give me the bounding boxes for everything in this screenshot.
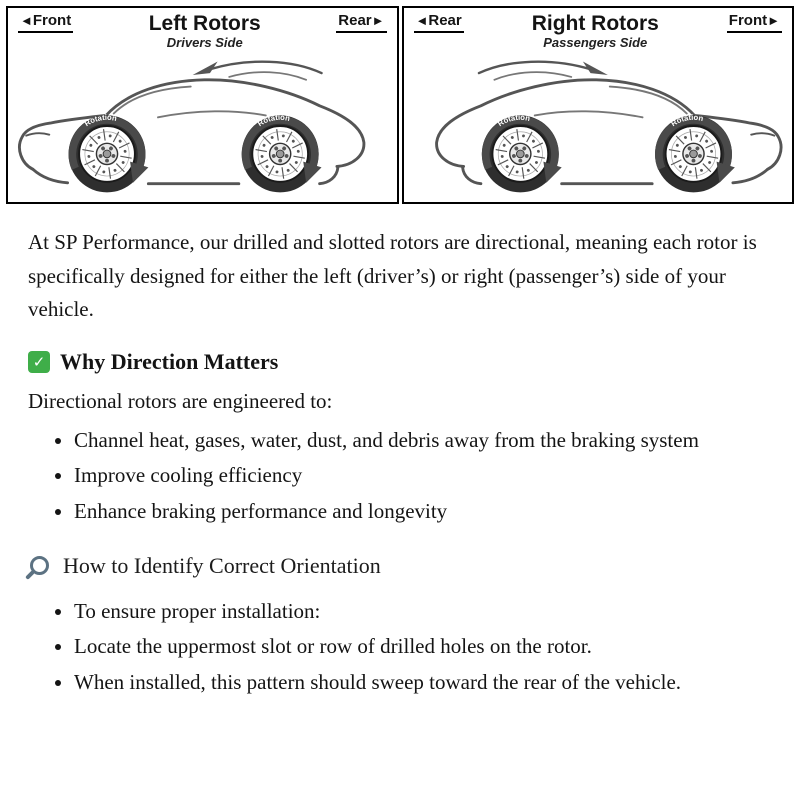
section-heading-identify-orientation: [28, 553, 772, 579]
list-item: • Channel heat, gases, water, dust, and debris away from the braking system: [74, 424, 772, 458]
rear-label-text: Rear: [338, 12, 372, 29]
orientation-steps-list: [28, 595, 772, 700]
right-panel-title: Right Rotors: [531, 12, 659, 35]
front-direction-label: [727, 13, 782, 33]
list-item: • Locate the uppermost slot or row of drilled holes on the rotor.: [74, 630, 772, 664]
right-panel-header: [404, 8, 793, 50]
left-arrow-icon: ◄: [415, 13, 429, 28]
magnifier-icon: [30, 556, 49, 575]
section2-title-text: How to Identify Correct Orientation: [63, 552, 381, 578]
left-panel-subtitle: Drivers Side: [166, 35, 243, 51]
left-car-illustration: [8, 50, 397, 202]
right-arrow-icon: ►: [767, 13, 780, 28]
left-rotors-panel: [6, 6, 399, 204]
front-label-text: Front: [32, 12, 72, 29]
intro-paragraph: At SP Performance, our drilled and slotted rotors are directional, meaning each rotor is specifically designed for either the left (driver’s) or right (passenger’s) side of your vehicle.: [28, 230, 757, 322]
direction-benefits-list: [28, 424, 772, 529]
list-item: • Improve cooling efficiency: [74, 459, 772, 493]
section1-lead: Directional rotors are engineered to:: [28, 388, 333, 413]
check-icon: ✓: [28, 351, 50, 373]
article-content: [6, 204, 794, 699]
right-panel-subtitle: Passengers Side: [543, 35, 648, 51]
section1-title-text: Why Direction Matters: [60, 348, 279, 374]
left-panel-title: Left Rotors: [148, 12, 261, 35]
rear-label-text: Rear: [428, 12, 462, 29]
rotor-direction-diagram: [6, 6, 794, 204]
list-item: • When installed, this pattern should sweep toward the rear of the vehicle.: [74, 666, 772, 700]
right-car-illustration: [404, 50, 793, 202]
list-item: • Enhance braking performance and longevity: [74, 495, 772, 529]
front-direction-label: [18, 13, 73, 33]
rear-direction-label: [336, 13, 386, 33]
right-arrow-icon: ►: [371, 13, 385, 28]
right-panel-title-wrap: [464, 13, 727, 50]
list-item: • To ensure proper installation:: [74, 595, 772, 629]
section-heading-why-direction-matters: [28, 349, 772, 375]
front-label-text: Front: [728, 12, 768, 29]
rear-direction-label: [414, 13, 464, 33]
left-panel-header: [8, 8, 397, 50]
left-arrow-icon: ◄: [20, 13, 33, 28]
right-rotors-panel: [402, 6, 795, 204]
left-panel-title-wrap: [73, 13, 336, 50]
